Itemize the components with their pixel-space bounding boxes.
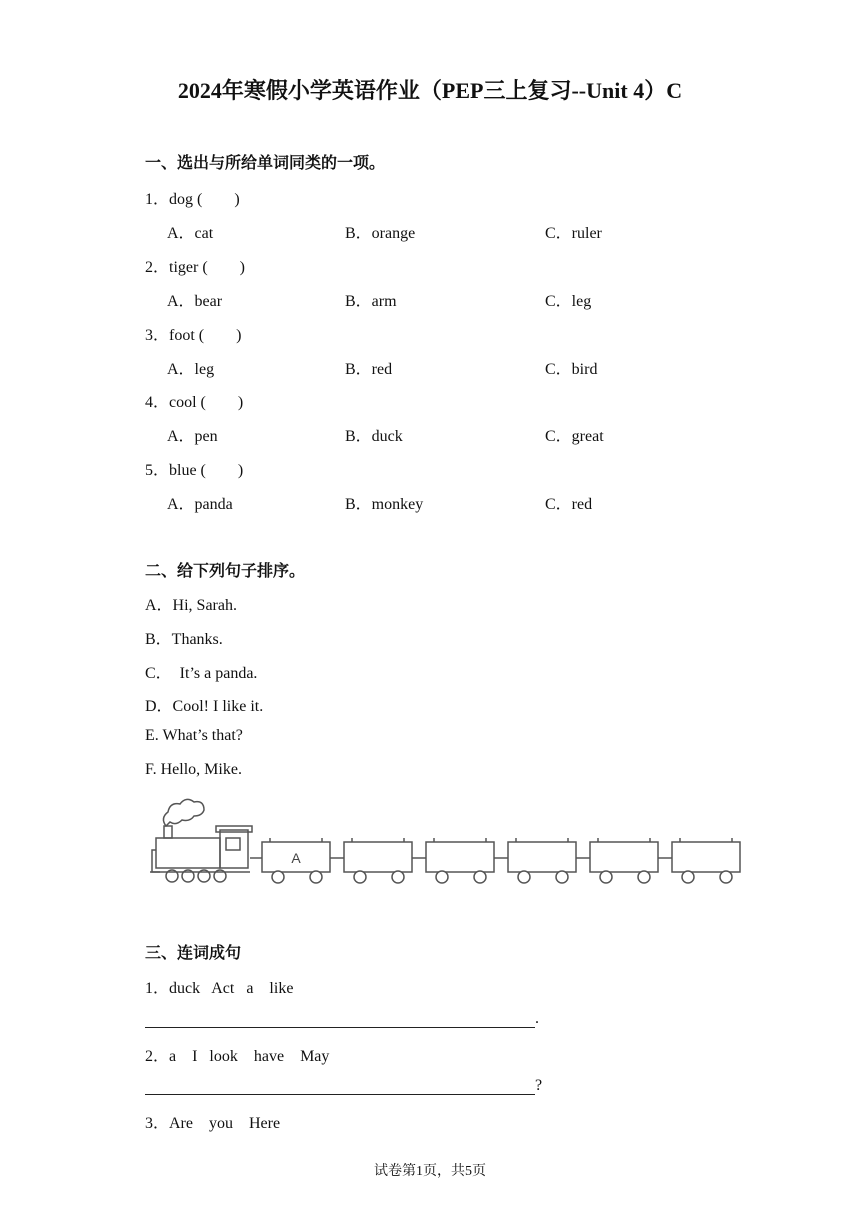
train-car-label: A: [291, 850, 301, 866]
train-illustration: [150, 796, 745, 888]
scramble-2: 2．a I look have May: [145, 1048, 330, 1065]
sentence-e: E. What’s that?: [145, 727, 243, 744]
train-cars: [250, 838, 740, 883]
answer-1-end: .: [535, 1010, 539, 1027]
question-1: 1．dog ( ): [145, 191, 240, 208]
q1-option-a: A．cat: [167, 225, 214, 242]
answer-line-2[interactable]: [145, 1076, 542, 1095]
q3-option-a: A．leg: [167, 361, 215, 378]
scramble-1: 1．duck Act a like: [145, 980, 294, 997]
q5-option-b: B．monkey: [345, 496, 424, 513]
q2-option-c: C．leg: [545, 293, 592, 310]
section1-heading: 一、选出与所给单词同类的一项。: [145, 153, 386, 172]
question-5: 5．blue ( ): [145, 462, 244, 479]
q5-option-c: C．red: [545, 496, 593, 513]
q5-option-a: A．panda: [167, 496, 233, 513]
answer-line-1[interactable]: [145, 1009, 539, 1028]
question-4: 4．cool ( ): [145, 394, 244, 411]
locomotive: [150, 799, 252, 882]
sentence-f: F. Hello, Mike.: [145, 761, 242, 778]
page-footer: 试卷第1页，共5页: [374, 1164, 486, 1179]
scramble-3: 3．Are you Here: [145, 1115, 281, 1132]
sentence-a: A．Hi, Sarah.: [145, 597, 237, 614]
answer-2-end: ?: [535, 1077, 543, 1094]
page-title: 2024年寒假小学英语作业（PEP三上复习--Unit 4）C: [177, 78, 683, 103]
sentence-b: B．Thanks.: [145, 631, 223, 648]
q2-option-b: B．arm: [345, 293, 397, 310]
q4-option-a: A．pen: [167, 428, 218, 445]
q1-option-b: B．orange: [345, 225, 416, 242]
q3-option-b: B．red: [345, 361, 393, 378]
section2-heading: 二、给下列句子排序。: [145, 561, 306, 580]
q4-option-b: B．duck: [345, 428, 403, 445]
question-2: 2．tiger ( ): [145, 259, 245, 276]
sentence-d: D．Cool! I like it.: [145, 698, 264, 715]
q2-option-a: A．bear: [167, 293, 223, 310]
question-3: 3．foot ( ): [145, 327, 242, 344]
q4-option-c: C．great: [545, 428, 604, 445]
q1-option-c: C．ruler: [545, 225, 602, 242]
section3-heading: 三、连词成句: [145, 943, 242, 962]
q3-option-c: C．bird: [545, 361, 598, 378]
sentence-c: C． It’s a panda.: [145, 665, 258, 682]
